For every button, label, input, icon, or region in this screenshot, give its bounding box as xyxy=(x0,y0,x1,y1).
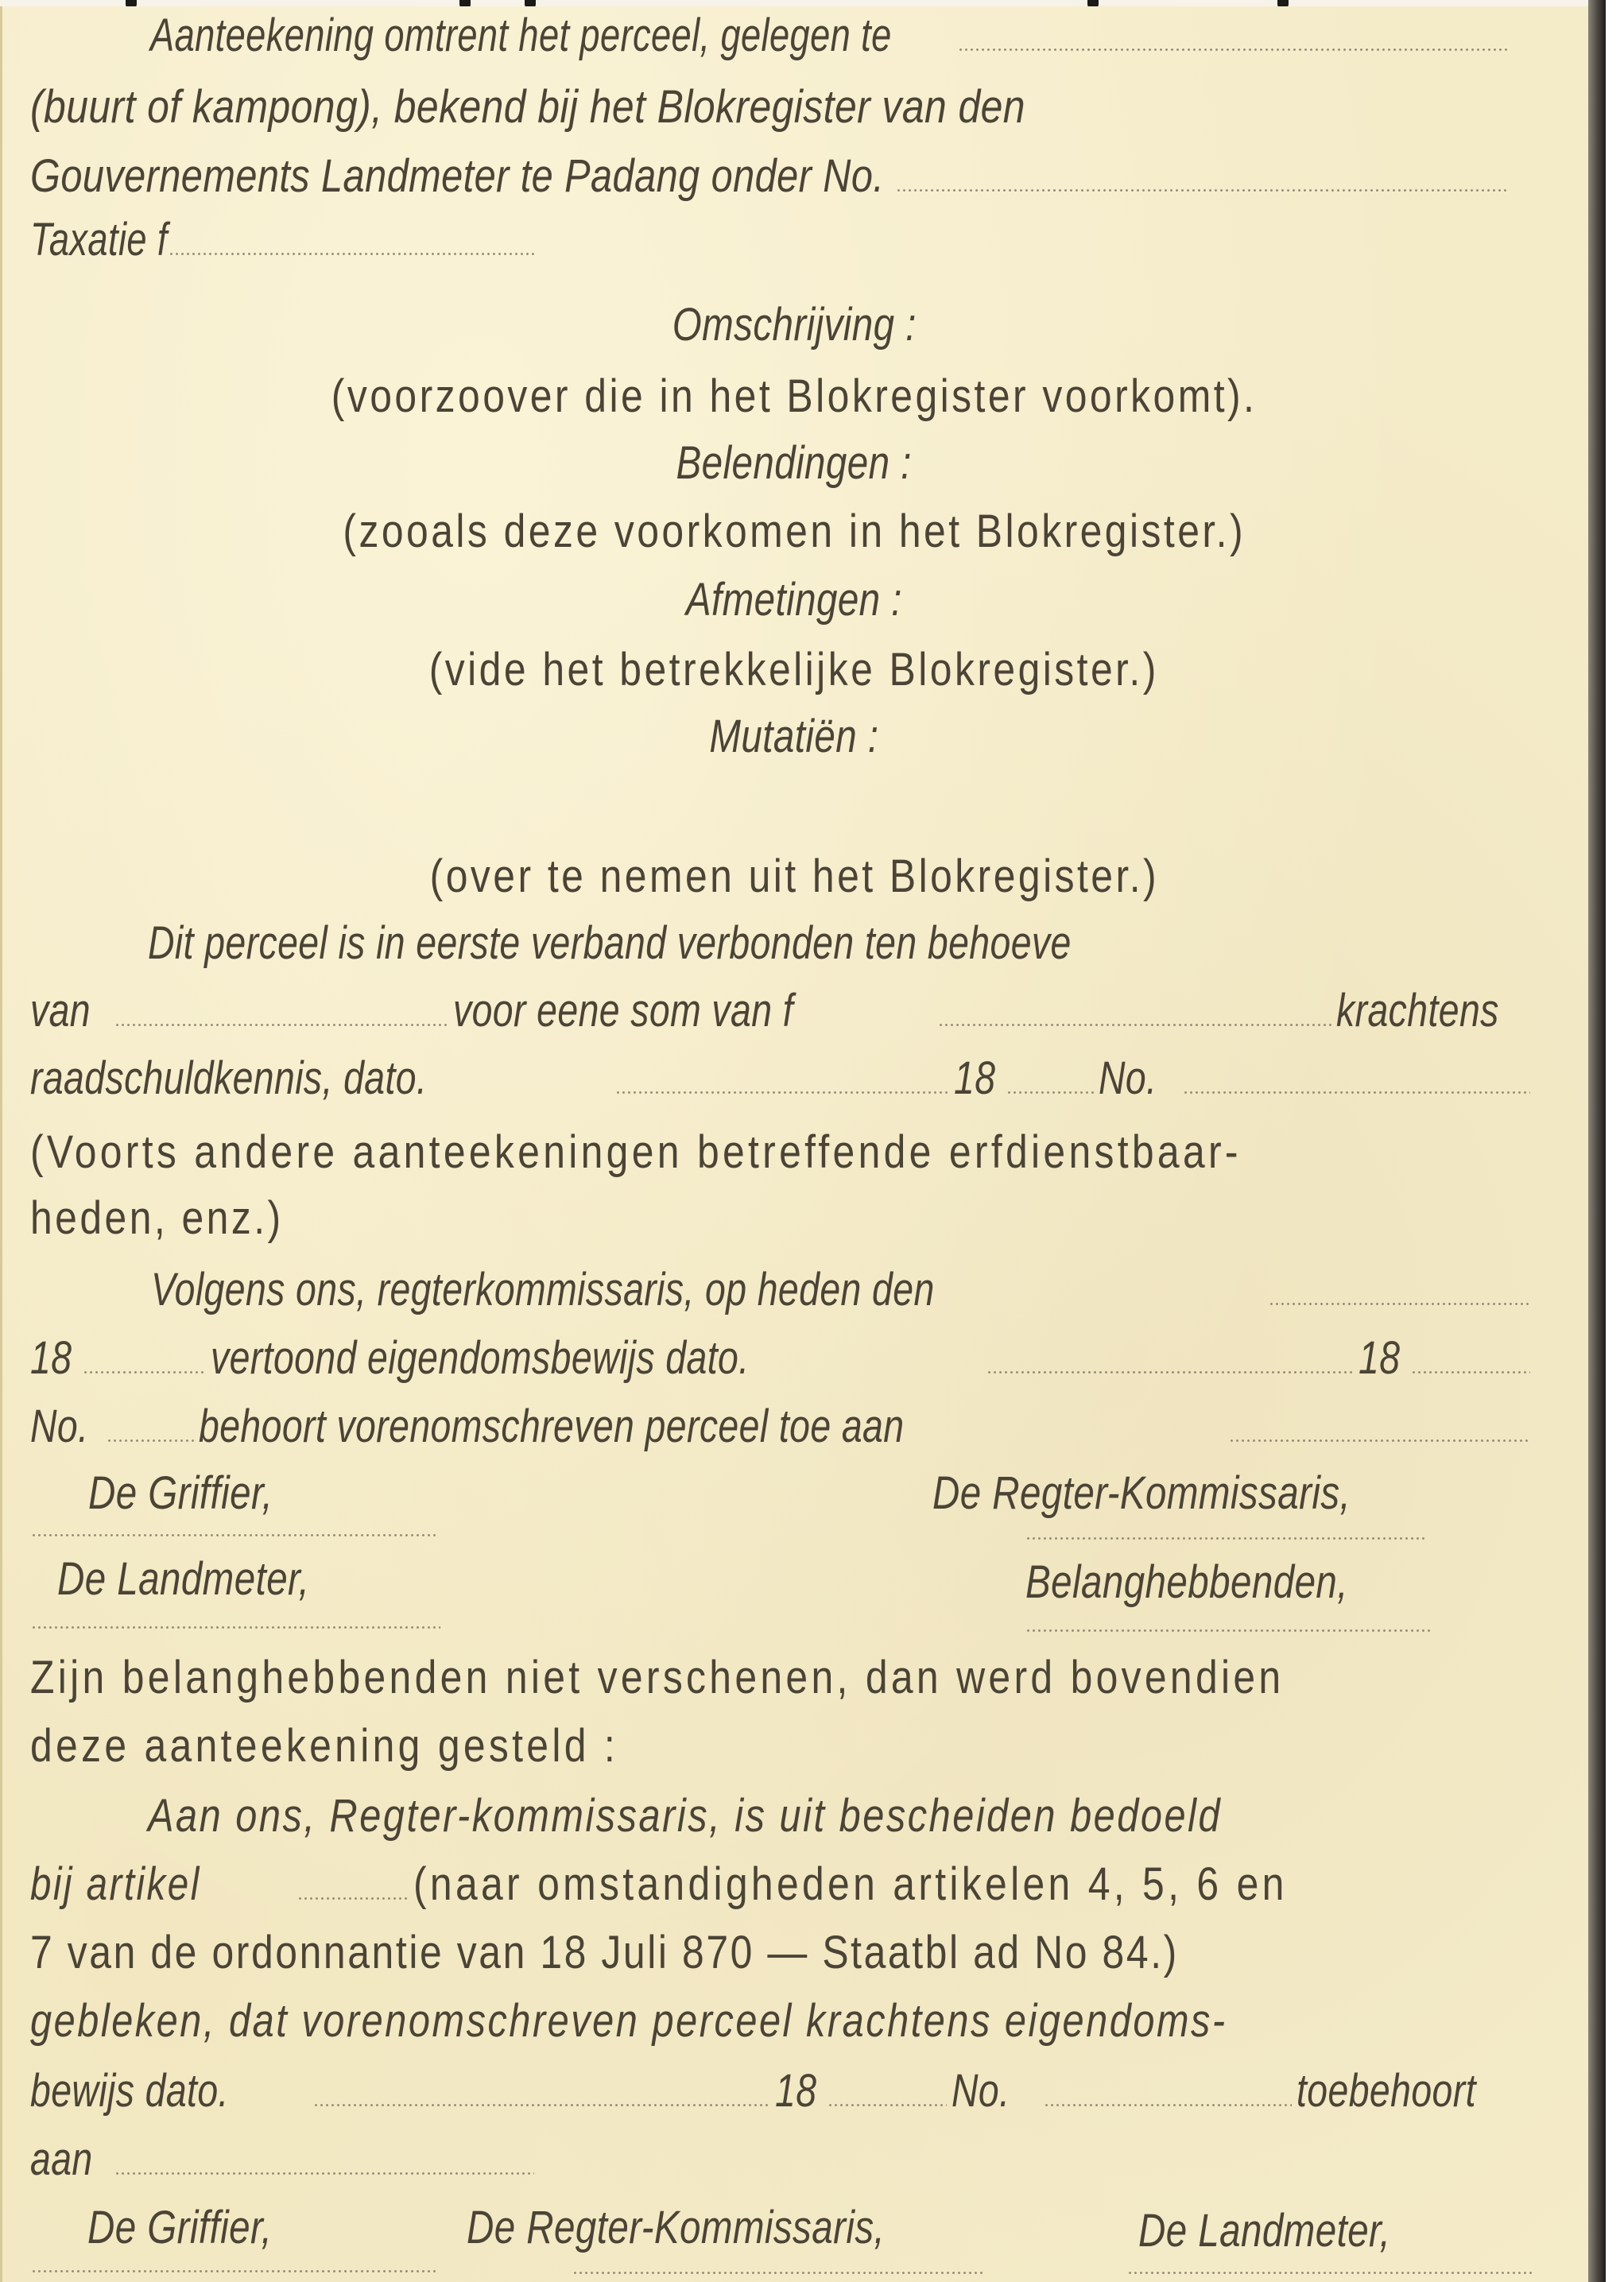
intro-line-4 xyxy=(30,212,539,268)
signature-line-griffier[interactable] xyxy=(31,1534,436,1536)
blank-deed-date[interactable] xyxy=(313,2104,770,2106)
note-afmetingen xyxy=(0,642,1588,698)
text: Mutatiën : xyxy=(709,711,879,762)
intro-line-3 xyxy=(30,149,1514,204)
text: Aan ons, Regter-kommissaris, is uit bescheiden bedoeld xyxy=(148,1790,1223,1842)
absent-line-1 xyxy=(30,1650,1535,1706)
text: Gouvernements Landmeter te Padang onder No. xyxy=(30,150,885,202)
heading-afmetingen xyxy=(0,572,1588,628)
absent-line-2 xyxy=(30,1718,715,1774)
text: vertoond eigendomsbewijs dato. xyxy=(211,1332,750,1384)
verband-line-1 xyxy=(148,916,1302,971)
text: (over te nemen uit het Blokregister.) xyxy=(429,850,1159,902)
text: voor eene som van f xyxy=(453,985,794,1036)
blank-creditor[interactable] xyxy=(114,1024,448,1026)
signature-label-belanghebbenden xyxy=(1025,1555,1419,1610)
note-belendingen xyxy=(0,504,1588,560)
signature-label-landmeter xyxy=(57,1552,365,1607)
text: 7 van de ordonnantie van 18 Juli 870 — Staatbl ad No 84.) xyxy=(30,1927,1179,1978)
blank-year[interactable] xyxy=(83,1371,206,1373)
text: 18 xyxy=(1359,1332,1401,1384)
aan-ons-line-4 xyxy=(30,1993,1455,2049)
verband-line-2 xyxy=(30,983,1535,1039)
signature-label-landmeter-2 xyxy=(1138,2203,1446,2259)
blank-number[interactable] xyxy=(1183,1091,1530,1094)
text: behoort vorenomschreven perceel toe aan xyxy=(199,1401,905,1452)
signature-line-landmeter-2[interactable] xyxy=(1127,2272,1533,2274)
text: De Landmeter, xyxy=(1138,2205,1391,2257)
blank-deed-year[interactable] xyxy=(1411,1371,1530,1373)
blank-owner[interactable] xyxy=(114,2172,534,2175)
signature-label-griffier xyxy=(88,1466,313,1521)
signature-line-regter-kommissaris[interactable] xyxy=(1025,1537,1427,1540)
note-mutatien xyxy=(0,849,1588,905)
text: 18 xyxy=(954,1052,996,1104)
aan-ons-line-6 xyxy=(30,2132,539,2187)
intro-line-2 xyxy=(30,79,1514,135)
signature-line-regter-kommissaris-2[interactable] xyxy=(572,2272,986,2274)
heading-belendingen xyxy=(0,436,1588,491)
text: (naar omstandigheden artikelen 4, 5, 6 en xyxy=(413,1858,1288,1910)
text: De Regter-Kommissaris, xyxy=(932,1467,1351,1519)
text: Volgens ons, regterkommissaris, op heden den xyxy=(151,1264,935,1315)
text: (zooals deze voorkomen in het Blokregister.) xyxy=(343,506,1246,557)
text: toebehoort xyxy=(1296,2065,1476,2117)
text: Aanteekening omtrent het perceel, gelegen te xyxy=(150,10,892,61)
blank-owner[interactable] xyxy=(1229,1439,1530,1442)
text: (Voorts andere aanteekeningen betreffende erfdienstbaar- xyxy=(30,1126,1242,1178)
text: (voorzoover die in het Blokregister voorkomt). xyxy=(331,370,1258,422)
text: De Griffier, xyxy=(87,2202,273,2253)
blank-date[interactable] xyxy=(615,1091,949,1094)
text: krachtens xyxy=(1336,985,1499,1036)
signature-label-regter-kommissaris xyxy=(932,1466,1443,1521)
blank-location[interactable] xyxy=(958,48,1510,51)
text: 18 xyxy=(775,2065,817,2117)
page-edge-shadow xyxy=(1588,0,1606,2282)
volgens-line-1 xyxy=(151,1262,1535,1318)
text: (buurt of kampong), bekend bij het Blokregister van den xyxy=(30,81,1025,133)
heading-mutatien xyxy=(0,709,1588,765)
text: deze aanteekening gesteld : xyxy=(30,1720,619,1772)
text: van xyxy=(30,985,91,1036)
verband-note-line-1 xyxy=(30,1125,1439,1180)
text: Omschrijving : xyxy=(672,299,917,351)
signature-line-landmeter[interactable] xyxy=(31,1626,440,1629)
text: Belanghebbenden, xyxy=(1025,1556,1348,1608)
text: Belendingen : xyxy=(676,437,913,489)
aan-ons-line-5 xyxy=(30,2063,1535,2119)
text: raadschuldkennis, dato. xyxy=(30,1052,428,1104)
verband-line-3 xyxy=(30,1051,1535,1106)
heading-omschrijving xyxy=(0,297,1588,353)
signature-line-griffier-2[interactable] xyxy=(31,2270,436,2272)
text: De Regter-Kommissaris, xyxy=(467,2202,886,2253)
text: Dit perceel is in eerste verband verbonden ten behoeve xyxy=(148,917,1072,969)
text: No. xyxy=(30,1401,89,1452)
blank-year[interactable] xyxy=(1006,1091,1094,1094)
signature-label-regter-kommissaris-2 xyxy=(467,2200,977,2256)
text: Taxatie f xyxy=(30,214,168,265)
text: (vide het betrekkelijke Blokregister.) xyxy=(428,644,1160,695)
blank-taxation[interactable] xyxy=(169,253,534,255)
text: No. xyxy=(952,2065,1010,2117)
verband-note-line-2 xyxy=(30,1191,324,1246)
blank-amount[interactable] xyxy=(938,1024,1331,1026)
text: 18 xyxy=(30,1332,72,1384)
text: bewijs dato. xyxy=(30,2065,229,2117)
text: heden, enz.) xyxy=(30,1192,284,1244)
text: gebleken, dat vorenomschreven perceel krachtens eigendoms- xyxy=(30,1995,1227,2047)
text: De Griffier, xyxy=(88,1467,273,1519)
blank-article[interactable] xyxy=(297,1897,409,1900)
intro-line-1 xyxy=(150,8,1514,64)
note-omschrijving xyxy=(0,369,1588,424)
aan-ons-line-2 xyxy=(30,1857,1535,1912)
aan-ons-line-3 xyxy=(30,1925,1366,1981)
blank-date[interactable] xyxy=(1269,1303,1530,1305)
blank-number[interactable] xyxy=(1044,2104,1292,2106)
text: bij artikel xyxy=(30,1858,201,1910)
volgens-line-3 xyxy=(30,1399,1535,1455)
text: No. xyxy=(1099,1052,1157,1104)
text: Afmetingen : xyxy=(686,574,902,626)
signature-line-belanghebbenden[interactable] xyxy=(1025,1629,1431,1632)
blank-register-number[interactable] xyxy=(896,189,1510,192)
text: aan xyxy=(30,2133,93,2185)
blank-year[interactable] xyxy=(828,2104,947,2106)
signature-label-griffier-2 xyxy=(87,2200,312,2256)
aan-ons-line-1 xyxy=(148,1788,1426,1844)
text: De Landmeter, xyxy=(57,1553,310,1605)
volgens-line-2 xyxy=(30,1331,1535,1386)
blank-deed-date[interactable] xyxy=(986,1371,1354,1373)
text: Zijn belanghebbenden niet verschenen, dan werd bovendien xyxy=(30,1652,1285,1703)
blank-number[interactable] xyxy=(107,1439,194,1442)
